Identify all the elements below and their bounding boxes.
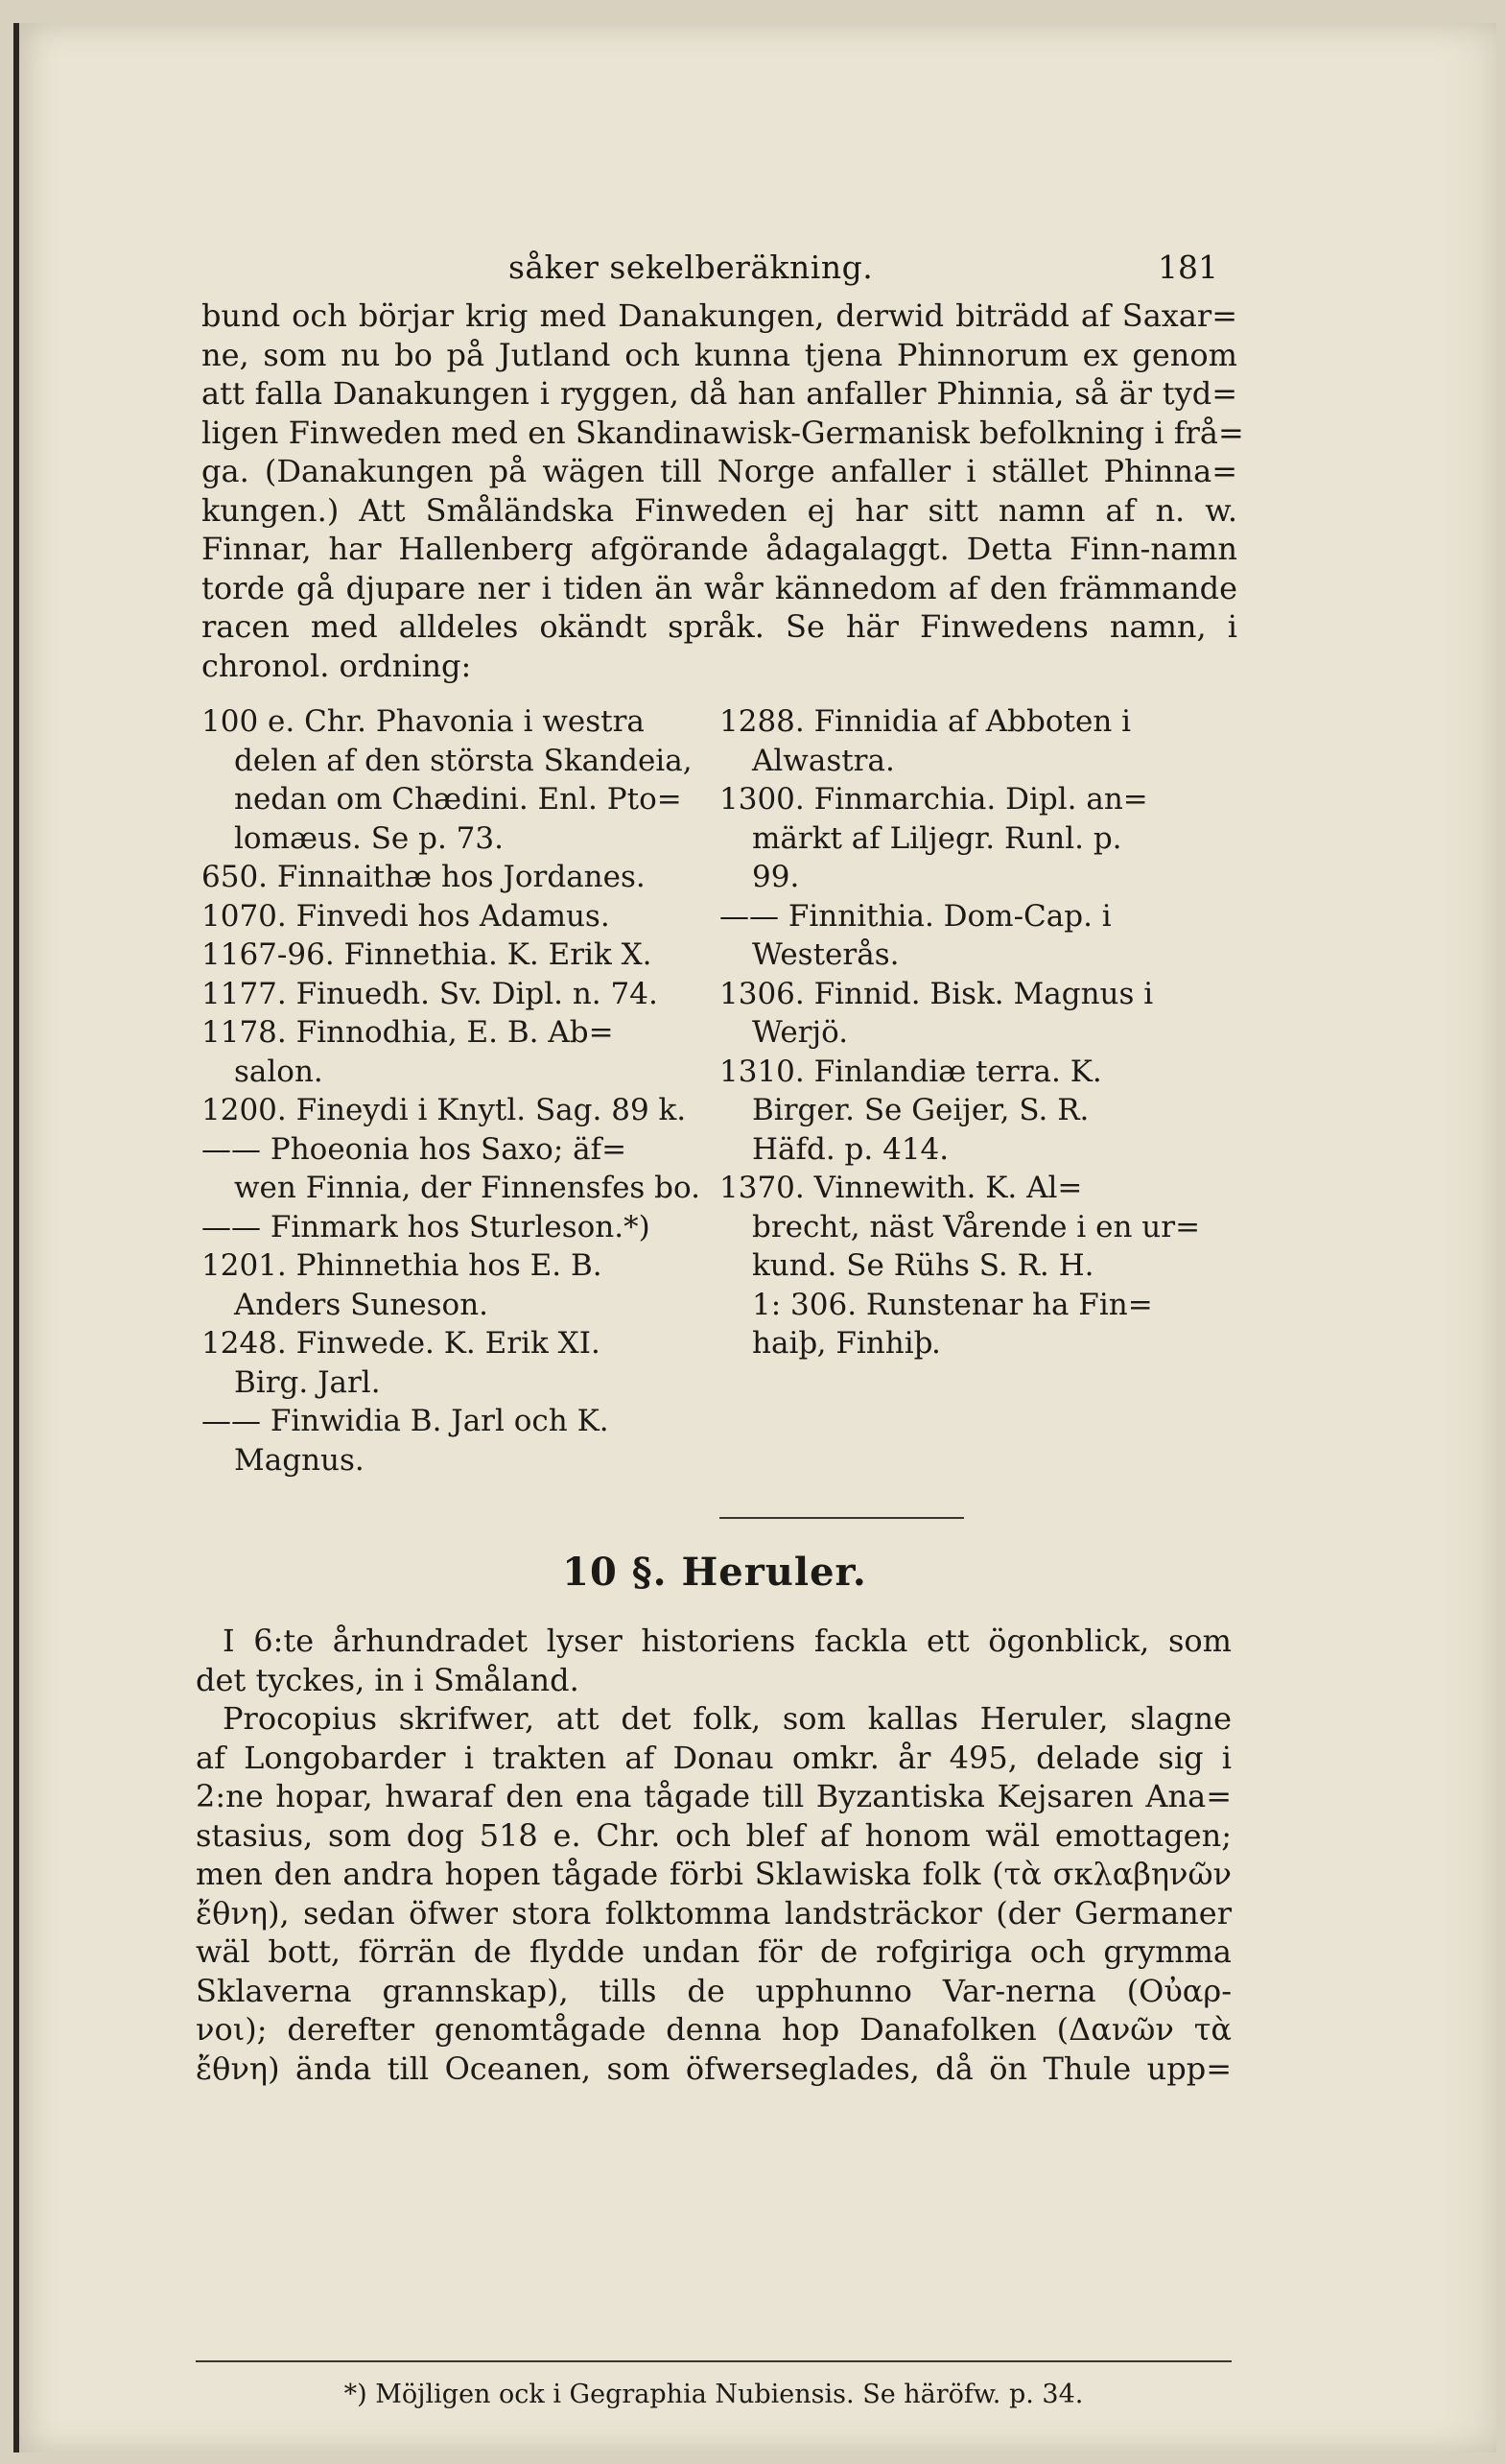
section-paragraph bbox=[196, 1622, 1232, 2088]
entry-line: Birg. Jarl. bbox=[234, 1364, 381, 1400]
text-line: Sklaverna grannskap), tills de upphunno Var-nerna (Οὐαρ- bbox=[196, 1972, 1232, 2009]
chronology-entry bbox=[201, 936, 691, 975]
chronology-left-column bbox=[201, 702, 700, 1480]
chronology-entry bbox=[201, 1013, 691, 1091]
section-heading: 10 §. Heruler. bbox=[562, 1550, 867, 1595]
entry-line: 1306. Finnid. Bisk. Magnus i bbox=[719, 976, 1154, 1011]
text-line: ἔθνη), sedan öfwer stora folktomma landsträckor (der Germaner bbox=[196, 1894, 1232, 1931]
text-line: ga. (Danakungen på wägen till Norge anfaller i stället Phinna= bbox=[201, 453, 1237, 489]
chronology-entry bbox=[201, 975, 691, 1014]
entry-line: haiþ, Finhiþ. bbox=[752, 1326, 941, 1361]
entry-line: 1201. Phinnethia hos E. B. bbox=[201, 1248, 602, 1283]
text-line: Procopius skrifwer, att det folk, som kallas Heruler, slagne bbox=[223, 1700, 1232, 1737]
intro-paragraph bbox=[201, 296, 1244, 685]
text-line: ligen Finweden med en Skandinawisk-Germanisk befolkning i frå= bbox=[201, 414, 1244, 451]
chronology-entry bbox=[719, 702, 1237, 780]
text-line: det tyckes, in i Småland. bbox=[196, 1661, 579, 1698]
entry-line: 1300. Finmarchia. Dipl. an= bbox=[719, 782, 1148, 817]
entry-line: 1178. Finnodhia, E. B. Ab= bbox=[201, 1015, 614, 1050]
entry-line: —— Finnithia. Dom-Cap. i bbox=[719, 898, 1112, 934]
footnote-divider bbox=[196, 2360, 1232, 2362]
text-line: I 6:te århundradet lyser historiens fackla ett ögonblick, som bbox=[223, 1623, 1232, 1659]
entry-line: nedan om Chædini. Enl. Pto= bbox=[234, 782, 682, 817]
chronology-entry bbox=[719, 897, 1237, 975]
text-line: att falla Danakungen i ryggen, då han anfaller Phinnia, så är tyd= bbox=[201, 375, 1237, 412]
chronology-columns bbox=[201, 702, 1237, 1478]
chronology-entry bbox=[719, 975, 1237, 1053]
entry-line: kund. Se Rühs S. R. H. bbox=[752, 1248, 1094, 1283]
text-line: chronol. ordning: bbox=[201, 647, 472, 684]
text-line: af Longobarder i trakten af Donau omkr. år 495, delade sig i bbox=[196, 1739, 1232, 1776]
text-line: bund och börjar krig med Danakungen, derwid biträdd af Saxar= bbox=[201, 297, 1237, 334]
entry-line: 1167-96. Finnethia. K. Erik X. bbox=[201, 937, 652, 972]
text-line: men den andra hopen tågade förbi Sklawiska folk (τὰ σκλαβηνῶν bbox=[196, 1856, 1232, 1892]
page-content bbox=[201, 239, 1244, 1478]
entry-line: 99. bbox=[752, 860, 800, 894]
page-header bbox=[201, 239, 1237, 296]
chronology-entry bbox=[201, 1091, 691, 1130]
entry-line: Anders Suneson. bbox=[234, 1287, 489, 1322]
entry-line: 1288. Finnidia af Abboten i bbox=[719, 704, 1132, 739]
chronology-entry bbox=[201, 1402, 691, 1480]
entry-line: 100 e. Chr. Phavonia i westra bbox=[201, 704, 645, 739]
text-line: racen med alldeles okändt språk. Se här Finwedens namn, i bbox=[201, 608, 1237, 645]
entry-line: 1248. Finwede. K. Erik XI. bbox=[201, 1326, 600, 1361]
section-divider bbox=[719, 1517, 964, 1519]
entry-line: 650. Finnaithæ hos Jordanes. bbox=[201, 860, 646, 894]
entry-line: 1: 306. Runstenar ha Fin= bbox=[752, 1287, 1153, 1322]
chronology-entry bbox=[201, 1246, 691, 1324]
entry-line: 1370. Vinnewith. K. Al= bbox=[719, 1171, 1083, 1205]
chronology-entry bbox=[719, 780, 1237, 897]
entry-line: delen af den största Skandeia, bbox=[234, 743, 693, 778]
entry-line: —— Finmark hos Sturleson.*) bbox=[201, 1209, 650, 1244]
chronology-entry bbox=[719, 1169, 1237, 1363]
chronology-right-column bbox=[719, 702, 1237, 1363]
chronology-entry bbox=[201, 1324, 691, 1402]
text-line: Finnar, har Hallenberg afgörande ådagalaggt. Detta Finn-namn bbox=[201, 531, 1237, 567]
entry-line: 1200. Fineydi i Knytl. Sag. 89 k. bbox=[201, 1093, 687, 1127]
entry-line: Werjö. bbox=[752, 1015, 849, 1050]
text-line: stasius, som dog 518 e. Chr. och blef af honom wäl emottagen; bbox=[196, 1816, 1232, 1854]
chronology-entry bbox=[201, 858, 691, 897]
entry-line: 1177. Finuedh. Sv. Dipl. n. 74. bbox=[201, 976, 658, 1011]
running-title: såker sekelberäkning. bbox=[508, 249, 874, 286]
book-page bbox=[13, 23, 1496, 2452]
chronology-entry bbox=[201, 1208, 691, 1247]
entry-line: lomæus. Se p. 73. bbox=[234, 820, 504, 856]
text-line: kungen.) Att Småländska Finweden ej har sitt namn af n. w. bbox=[201, 491, 1237, 529]
text-line: 2:ne hopar, hwaraf den ena tågade till Byzantiska Kejsaren Ana= bbox=[196, 1778, 1232, 1814]
entry-line: Birger. Se Geijer, S. R. bbox=[752, 1093, 1090, 1127]
entry-line: —— Finwidia B. Jarl och K. bbox=[201, 1404, 609, 1438]
entry-line: 1070. Finvedi hos Adamus. bbox=[201, 898, 610, 934]
entry-line: märkt af Liljegr. Runl. p. bbox=[752, 820, 1122, 856]
text-line: wäl bott, förrän de flydde undan för de rofgiriga och grymma bbox=[196, 1933, 1232, 1970]
entry-line: Häfd. p. 414. bbox=[752, 1131, 950, 1167]
entry-line: —— Phoeonia hos Saxo; äf= bbox=[201, 1131, 627, 1167]
page-number: 181 bbox=[1158, 249, 1218, 286]
entry-line: Magnus. bbox=[234, 1442, 364, 1478]
entry-line: Alwastra. bbox=[752, 743, 895, 778]
entry-line: brecht, näst Vårende i en ur= bbox=[752, 1209, 1201, 1244]
chronology-entry bbox=[201, 1130, 700, 1208]
entry-line: wen Finnia, der Finnensfes bo. bbox=[234, 1171, 700, 1205]
chronology-entry bbox=[719, 1053, 1237, 1170]
text-line: torde gå djupare ner i tiden än wår kännedom af den främmande bbox=[201, 569, 1237, 606]
chronology-entry bbox=[201, 702, 691, 858]
entry-line: Westerås. bbox=[752, 937, 900, 972]
footnote: *) Möjligen ock i Gegraphia Nubiensis. Se häröfw. p. 34. bbox=[343, 2380, 1084, 2409]
entry-line: 1310. Finlandiæ terra. K. bbox=[719, 1054, 1102, 1089]
text-line: νοι); derefter genomtågade denna hop Danafolken (Δανῶν τὰ bbox=[196, 2011, 1232, 2048]
entry-line: salon. bbox=[234, 1054, 323, 1089]
text-line: ne, som nu bo på Jutland och kunna tjena Phinnorum ex genom bbox=[201, 336, 1237, 373]
chronology-entry bbox=[201, 897, 691, 936]
text-line: ἔθνη) ända till Oceanen, som öfwerseglades, då ön Thule upp= bbox=[196, 2049, 1232, 2087]
